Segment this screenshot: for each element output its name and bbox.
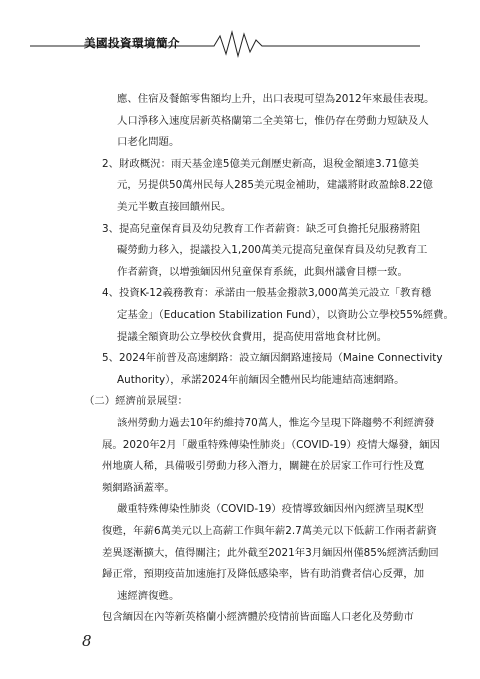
body-line: Authority），承諾2024年前緬因全體州民均能連結高速網路。 bbox=[117, 373, 405, 386]
body-line: 歸正常，預期疫苗加速施打及降低感染率，皆有助消費者信心反彈，加 bbox=[102, 568, 425, 581]
list-item-line: 5、2024年前普及高速網路：設立緬因網路連接局（Maine Connectivity bbox=[102, 352, 443, 365]
body-line: 美元半數直接回饋州民。 bbox=[117, 201, 232, 213]
body-line: 嚴重特殊傳染性肺炎（COVID-19）疫情導致緬因州內經濟呈現K型 bbox=[117, 503, 424, 516]
body-line: 州地廣人稀，具備吸引勞動力移入潛力，關鍵在於居家工作可行性及寬 bbox=[102, 460, 425, 473]
body-line: 元，另提供50萬州民每人285美元現金補助，建議將財政盈餘8.22億 bbox=[117, 179, 433, 192]
body-line: 該州勞動力過去10年約維持70萬人，惟迄今呈現下降趨勢不利經濟發 bbox=[117, 417, 435, 429]
body-line: 定基金」（Education Stabilization Fund），以資助公立學校55%經費。 bbox=[117, 309, 454, 321]
body-line: 人口淨移入速度居新英格蘭第二全美第七，惟仍存在勞動力短缺及人 bbox=[117, 114, 429, 127]
body-line: 應、住宿及餐館零售額均上升，出口表現可望為2012年來最佳表現。 bbox=[117, 93, 435, 105]
list-item-line: 3、提高兒童保育員及幼兒教育工作者薪資：缺乏可負擔托兒服務將阻 bbox=[102, 222, 421, 235]
body-line: 包含緬因在內等新英格蘭小經濟體於疫情前皆面臨人口老化及勞動市 bbox=[102, 611, 414, 624]
header-title: 美國投資環境簡介 bbox=[84, 36, 180, 50]
page-header bbox=[0, 0, 480, 70]
body-line: 提議全額資助公立學校伙食費用，提高使用當地食材比例。 bbox=[117, 330, 388, 343]
body-line: 礙勞動力移入，提議投入1,200萬美元提高兒童保育員及幼兒教育工 bbox=[117, 244, 428, 257]
body-line: 復甦，年薪6萬美元以上高薪工作與年薪2.7萬美元以下低薪工作兩者薪資 bbox=[102, 525, 437, 537]
page-number: 8 bbox=[82, 632, 92, 650]
section-heading: （二）經濟前景展望： bbox=[84, 395, 188, 408]
body-line: 口老化問題。 bbox=[117, 136, 180, 149]
heartbeat-line-icon bbox=[0, 28, 480, 58]
body-line: 展。2020年2月「嚴重特殊傳染性肺炎」（COVID-19）疫情大爆發，緬因 bbox=[102, 438, 441, 451]
body-line: 速經濟復甦。 bbox=[117, 589, 180, 602]
body-line: 作者薪資，以增強緬因州兒童保育系統，此與州議會目標一致。 bbox=[117, 265, 408, 278]
body-line: 頻網路涵蓋率。 bbox=[102, 481, 175, 494]
list-item-line: 2、財政概況：雨天基金達5億美元創歷史新高，退稅金額達3.71億美 bbox=[102, 157, 419, 170]
list-item-line: 4、投資K-12義務教育：承諾由一般基金撥款3,000萬美元設立「教育穩 bbox=[102, 287, 432, 300]
body-line: 差異逐漸擴大，值得關注；此外截至2021年3月緬因州僅85%經濟活動回 bbox=[102, 546, 439, 559]
